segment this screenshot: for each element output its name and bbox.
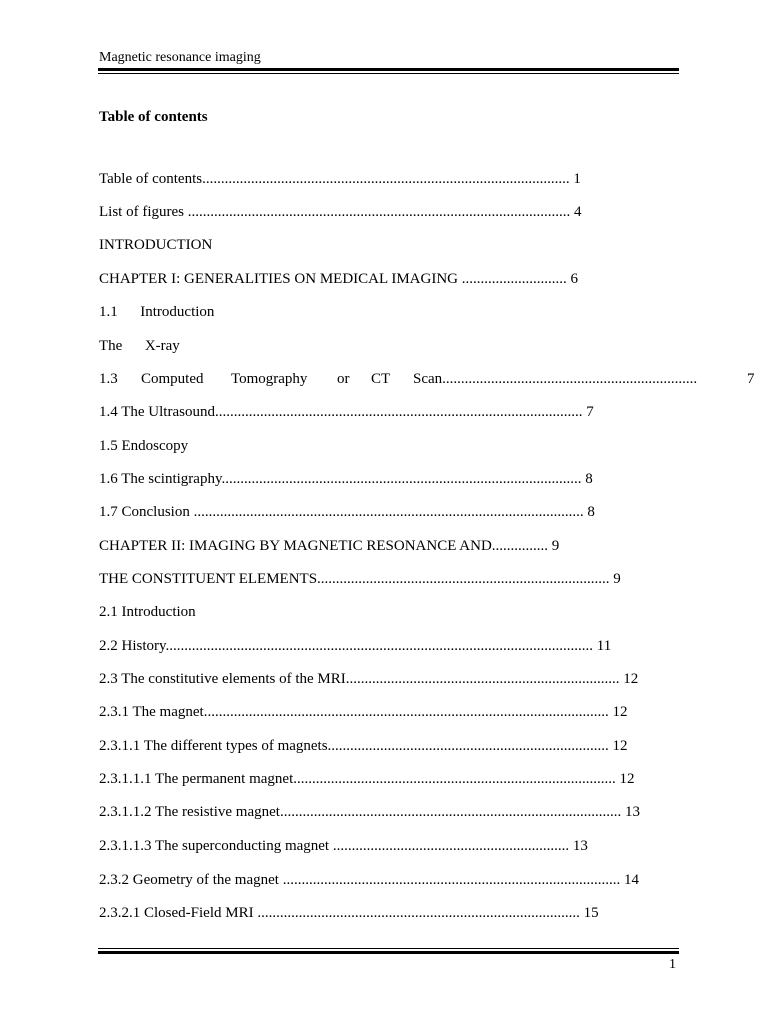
toc-entry[interactable]: Table of contents.................................................................................................. 1 [99,171,581,187]
toc-word: Tomography [231,371,308,387]
toc-entry[interactable]: 2.1 Introduction [99,604,196,620]
toc-entry[interactable]: 1.7 Conclusion ........................................................................................................ 8 [99,504,595,520]
toc-entry[interactable]: CHAPTER I: GENERALITIES ON MEDICAL IMAGING ............................ 6 [99,271,578,287]
toc-entry[interactable]: 1.1 Introduction [99,304,215,320]
toc-entry[interactable]: 1.6 The scintigraphy................................................................................................ 8 [99,471,593,487]
toc-entry[interactable]: CHAPTER II: IMAGING BY MAGNETIC RESONANCE AND............... 9 [99,538,560,554]
toc-entry[interactable]: INTRODUCTION [99,237,213,253]
footer-rule-thick [98,951,679,954]
toc-entry[interactable]: 2.3.1.1.2 The resistive magnet........................................................................................... 13 [99,804,640,820]
toc-entry[interactable]: 1.4 The Ultrasound.................................................................................................. 7 [99,404,594,420]
footer-rule-thin [98,948,679,949]
toc-entry[interactable]: 2.3.2.1 Closed-Field MRI ...................................................................................... 15 [99,905,599,921]
toc-page-number: 7 [747,371,755,387]
running-header: Magnetic resonance imaging [99,50,261,65]
toc-entry[interactable]: 2.2 History.................................................................................................................. 11 [99,638,612,654]
toc-word: 1.3 [99,371,118,387]
header-rule-thin [98,73,679,74]
toc-word: Scan.................................................................... [413,371,698,387]
toc-word: or [337,371,350,387]
footer-rule [98,948,679,954]
toc-entry-spread[interactable] [99,369,759,389]
toc-word: Computed [141,371,204,387]
toc-entry[interactable]: 1.5 Endoscopy [99,438,189,454]
toc-entry[interactable]: THE CONSTITUENT ELEMENTS.............................................................................. 9 [99,571,621,587]
toc-entry[interactable]: 2.3.1.1.3 The superconducting magnet ............................................................... 13 [99,838,588,854]
toc-word: CT [371,371,391,387]
header-rule [98,68,679,74]
toc-entry[interactable]: 2.3.1 The magnet............................................................................................................ 12 [99,704,628,720]
toc-entry[interactable]: 2.3.2 Geometry of the magnet .......................................................................................... 14 [99,872,639,888]
toc-heading: Table of contents [99,109,208,125]
toc-entry[interactable]: The X-ray [99,338,180,354]
toc-entry[interactable]: 2.3.1.1.1 The permanent magnet...................................................................................... 12 [99,771,635,787]
toc-entry[interactable]: 2.3.1.1 The different types of magnets........................................................................... 12 [99,738,628,754]
toc-entry[interactable]: 2.3 The constitutive elements of the MRI......................................................................... 12 [99,671,639,687]
page-number: 1 [669,957,676,972]
header-rule-thick [98,68,679,71]
toc-entry[interactable]: List of figures ...................................................................................................... 4 [99,204,582,220]
